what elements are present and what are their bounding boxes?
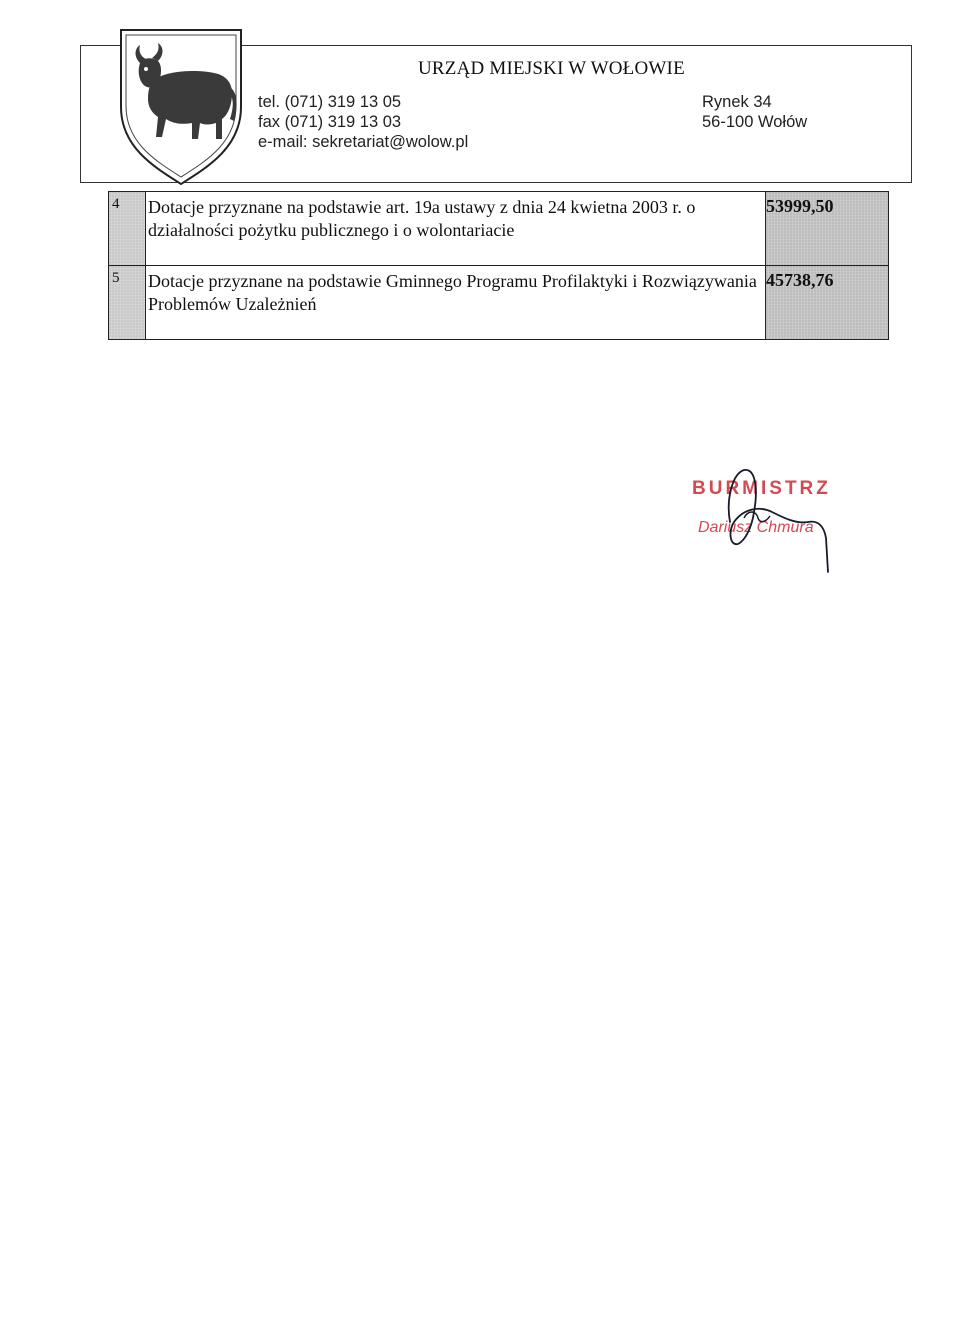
- bull-coat-of-arms-icon: [118, 27, 244, 187]
- fax-number: fax (071) 319 13 03: [258, 113, 402, 131]
- contact-block: [258, 92, 468, 152]
- handwritten-signature: [700, 460, 850, 580]
- row-number: 4: [109, 192, 146, 266]
- row-description: Dotacje przyznane na podstawie art. 19a ustawy z dnia 24 kwietna 2003 r. o działalności pożytku publicznego i o wolontariacie: [146, 192, 766, 266]
- address-block: [702, 92, 807, 132]
- row-amount: 53999,50: [766, 192, 889, 266]
- stamp-title: BURMISTRZ: [692, 478, 831, 499]
- table-row: [109, 192, 889, 266]
- street-address: Rynek 34: [702, 93, 772, 111]
- row-number: 5: [109, 266, 146, 340]
- email-address: e-mail: sekretariat@wolow.pl: [258, 133, 469, 151]
- office-name: URZĄD MIEJSKI W WOŁOWIE: [418, 58, 685, 79]
- table-row: [109, 266, 889, 340]
- stamp-name: Dariusz Chmura: [698, 519, 814, 536]
- phone-number: tel. (071) 319 13 05: [258, 93, 402, 111]
- grants-table: [108, 191, 889, 340]
- city-postal: 56-100 Wołów: [702, 113, 808, 131]
- row-amount: 45738,76: [766, 266, 889, 340]
- row-description: Dotacje przyznane na podstawie Gminnego Programu Profilaktyki i Rozwiązywania Problemów Uzależnień: [146, 266, 766, 340]
